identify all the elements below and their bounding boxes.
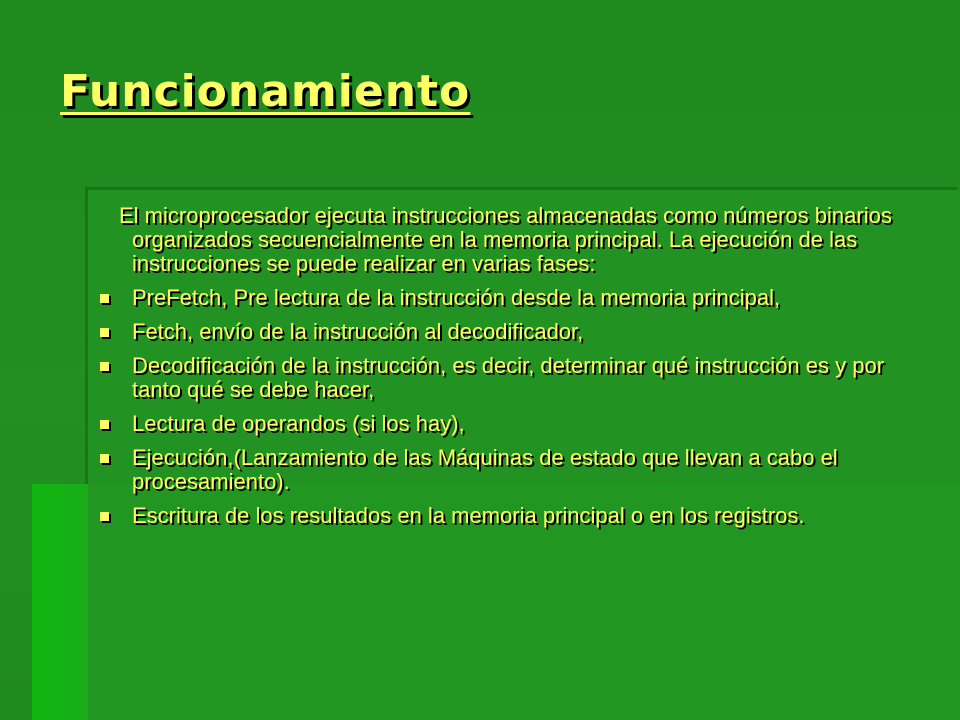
list-item xyxy=(100,286,930,310)
slide-body xyxy=(100,204,930,538)
slide-title: Funcionamiento xyxy=(60,66,471,117)
square-bullet-icon xyxy=(100,420,109,429)
list-item xyxy=(100,504,930,528)
list-item-text: Lectura de operandos (si los hay), xyxy=(132,411,465,436)
square-bullet-icon xyxy=(100,362,109,371)
list-item-text: Ejecución,(Lanzamiento de las Máquinas de estado que llevan a cabo el procesamiento). xyxy=(132,445,838,494)
intro-paragraph: El microprocesador ejecuta instrucciones almacenadas como números binarios organizados secuencialmente en la memoria principal. La ejecución de las instrucciones se puede realizar en varias fases: xyxy=(119,203,892,276)
list-item xyxy=(100,320,930,344)
list-item-text: Fetch, envío de la instrucción al decodificador, xyxy=(132,319,584,344)
square-bullet-icon xyxy=(100,454,109,463)
list-item xyxy=(100,354,930,402)
list-item xyxy=(100,446,930,494)
square-bullet-icon xyxy=(100,294,109,303)
list-item-text: Escritura de los resultados en la memoria principal o en los registros. xyxy=(132,503,805,528)
list-item-text: Decodificación de la instrucción, es decir, determinar qué instrucción es y por tanto qué se debe hacer, xyxy=(132,353,885,402)
square-bullet-icon xyxy=(100,328,109,337)
square-bullet-icon xyxy=(100,512,109,521)
list-item-text: PreFetch, Pre lectura de la instrucción desde la memoria principal, xyxy=(132,285,781,310)
list-item xyxy=(100,412,930,436)
phase-list xyxy=(100,286,930,528)
